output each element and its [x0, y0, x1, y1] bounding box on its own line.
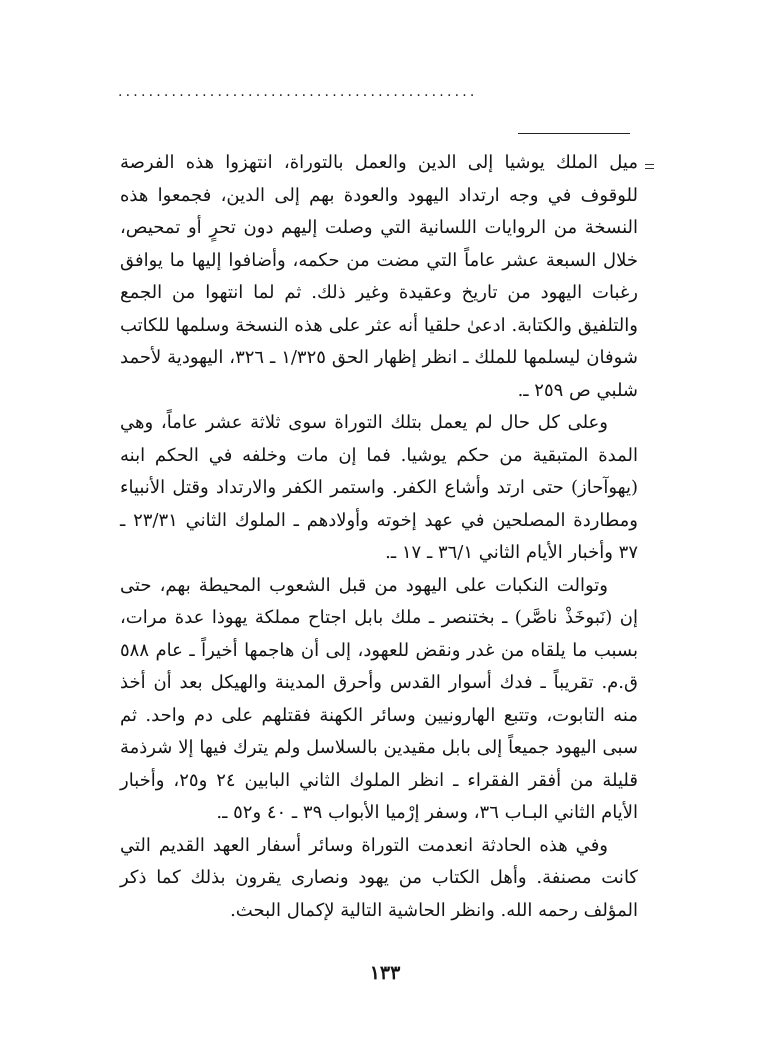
page-number: ١٣٣ — [369, 962, 401, 984]
marker-line-top — [645, 164, 654, 165]
footnote-paragraph-4: وفي هذه الحادثة انعدمت التوراة وسائر أسفار العهد القديم التي كانت مصنفة. وأهل الكتاب من يهود ونصارى يقرون بذلك كما ذكر المؤلف رحمه الله. وانظر الحاشية التالية لإكمال البحث. — [120, 834, 638, 921]
continuation-marker — [645, 164, 655, 174]
footnote-paragraph-2: وعلى كل حال لم يعمل بتلك التوراة سوى ثلاثة عشر عاماً، وهي المدة المتبقية من حكم يوشيا. فما إن مات وخلفه في الحكم ابنه (يهوآحاز) حتى ارتد وأشاع الكفر. واستمر الكفر والارتداد وقتل الأنبياء ومطاردة المصلحين في عهد إخوته وأولادهم ـ الملوك الثاني ٢٣/٣١ ـ ٣٧ وأخبار الأيام الثاني ٣٦/١ ـ ١٧ ـ. — [120, 412, 638, 563]
footnote-paragraph-3: وتوالت النكبات على اليهود من قبل الشعوب المحيطة بهم، حتى إن (نَبوخَذْ ناصَّر) ـ بختنصر ـ ملك بابل اجتاح مملكة يهوذا عدة مرات، بسبب ما يلقاه من غدر ونقض للعهود، إلى أن هاجمها أخيراً ـ عام ٥٨٨ ق.م. تقريباً ـ فدك أسوار القدس وأحرق المدينة والهيكل بعد أن أخذ منه التابوت، وتتبع الهارونيين وسائر الكهنة فقتلهم على دم واحد. ثم سبى اليهود جميعاً إلى بابل مقيدين بالسلاسل ولم يترك فيها إلا شرذمة قليلة من أفقر الفقراء ـ انظر الملوك الثاني البابين ٢٤ و٢٥، وأخبار الأيام الثاني البـاب ٣٦، وسفر إرْميا الأبواب ٣٩ ـ ٤٠ و٥٢ ـ. — [120, 574, 638, 823]
footnote-text — [120, 147, 638, 927]
footnote-paragraph-1: ميل الملك يوشيا إلى الدين والعمل بالتوراة، انتهزوا هذه الفرصة للوقوف في وجه ارتداد اليهود والعودة بهم إلى الدين، فجمعوا هذه النسخة من الروايات اللسانية التي وصلت إليهم دون تحرٍ أو تمحيص، خلال السبعة عشر عاماً التي مضت من حكمه، وأضافوا إليها ما يوافق رغبات اليهود من تاريخ وعقيدة وغير ذلك. ثم لما انتهوا من الجمع والتلفيق والكتابة. ادعىٰ حلقيا أنه عثر على هذه النسخة وسلمها للكاتب شوفان ليسلمها للملك ـ انظر إظهار الحق ١/٣٢٥ ـ ٣٢٦، اليهودية لأحمد شلبي ص ٢٥٩ ـ. — [120, 152, 638, 401]
footnote-rule — [518, 133, 630, 134]
marker-line-bottom — [645, 168, 654, 169]
separator-dots: ............................................... — [118, 86, 478, 98]
